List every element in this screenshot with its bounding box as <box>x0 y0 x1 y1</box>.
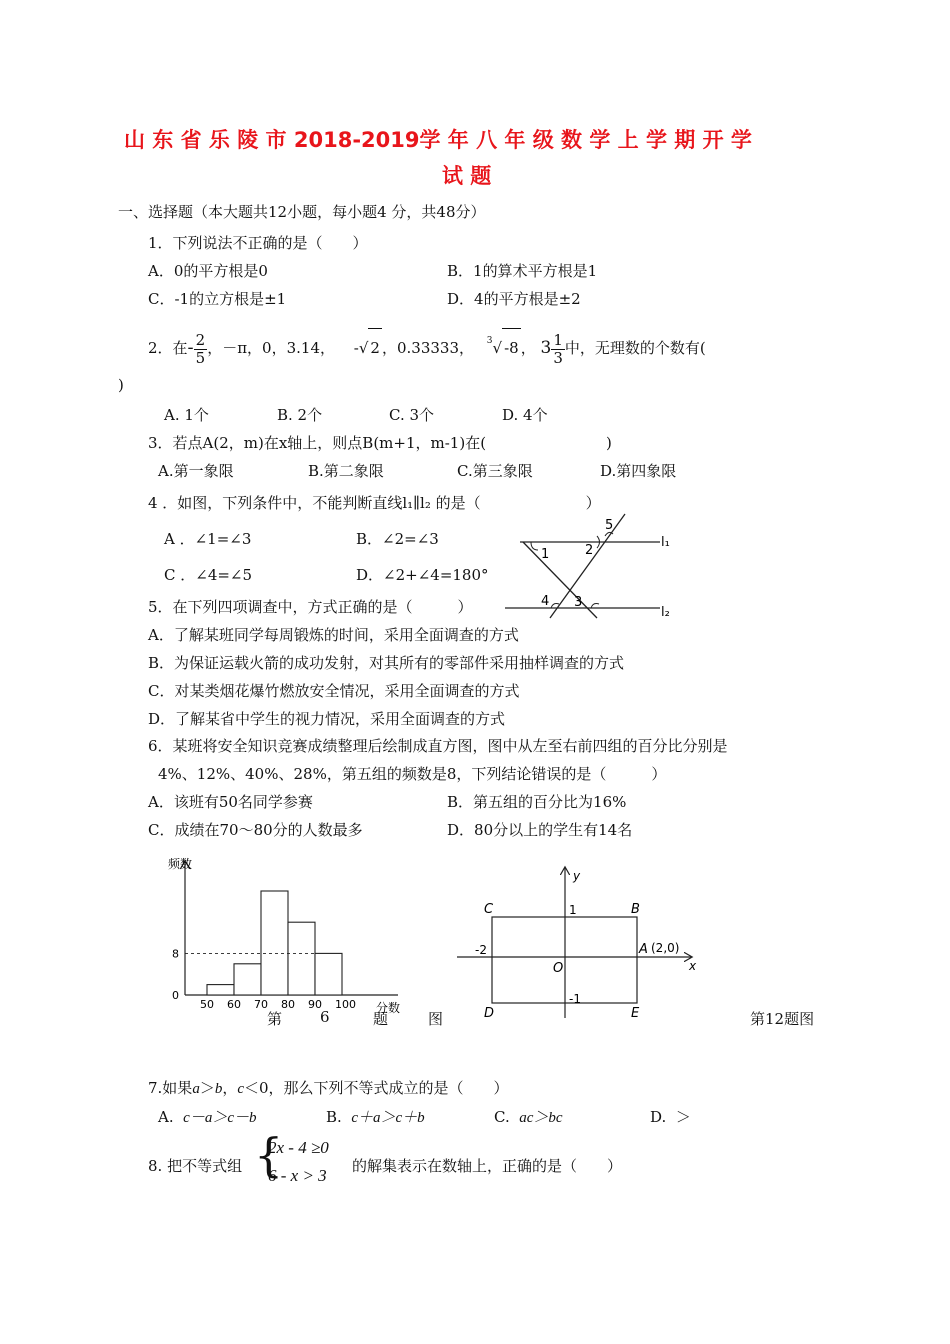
label-1: 1 <box>541 547 550 562</box>
q7-c-expr: ac＞bc <box>519 1110 563 1126</box>
q4-option-b: B．∠2=∠3 <box>356 530 439 548</box>
tick-1: 1 <box>569 903 577 917</box>
q7-a-expr: c－a＞c－b <box>183 1110 257 1126</box>
q12-figure <box>455 862 705 1022</box>
x-tick-label: 70 <box>254 998 268 1011</box>
q5-option-c: C．对某类烟花爆竹燃放安全情况，采用全面调查的方式 <box>148 682 520 700</box>
fig6-caption-2: 6 <box>320 1008 330 1026</box>
point-C-label: C <box>484 902 494 917</box>
q6-stem-line2: 4%、12%、40%、28%，第五组的频数是8，下列结论错误的是（ ） <box>158 765 667 783</box>
q2-mixed-den: 3 <box>553 348 563 367</box>
q1-option-c: C．-1的立方根是±1 <box>148 290 287 308</box>
q7-var-b: b <box>214 1081 223 1097</box>
label-l2: l₂ <box>661 605 670 620</box>
q2-frac-num: 2 <box>195 330 206 349</box>
q2-neg-sqrt: - <box>353 339 359 357</box>
q5-option-a: A．了解某班同学每周锻炼的时间，采用全面调查的方式 <box>148 626 519 644</box>
q3-option-a: A.第一象限 <box>158 462 234 480</box>
q7-a-label: A. <box>158 1108 174 1126</box>
q6-histogram <box>160 852 410 1014</box>
q7-b-label: B. <box>326 1108 342 1126</box>
point-A-coord: (2,0) <box>651 941 680 955</box>
q3-option-d: D.第四象限 <box>600 462 677 480</box>
q5-stem: 5．在下列四项调查中，方式正确的是（ ） <box>148 598 473 616</box>
q7-option-a <box>158 1106 256 1127</box>
origin-label: O <box>553 961 564 976</box>
q2-option-b: B. 2个 <box>277 406 323 424</box>
point-A-label: A <box>639 942 648 957</box>
q3-option-c: C.第三象限 <box>457 462 533 480</box>
page-title-line1: 山 东 省 乐 陵 市 2018-2019学 年 八 年 级 数 学 上 学 期 开 学 <box>124 128 752 152</box>
q7-option-d <box>650 1106 691 1127</box>
fig6-caption-4: 图 <box>428 1010 444 1028</box>
q7-d-expr: ＞ <box>675 1108 691 1126</box>
q1-option-a: A．0的平方根是0 <box>148 262 268 280</box>
point-D-label: D <box>484 1006 495 1021</box>
q1-stem: 1．下列说法不正确的是（ ） <box>148 234 368 252</box>
q7-b-expr: c＋a＞c＋b <box>351 1110 425 1126</box>
q4-figure-bg <box>505 512 673 620</box>
fig12-caption: 第12题图 <box>750 1010 815 1028</box>
q8-inequality-2: 6 - x > 3 <box>268 1166 327 1185</box>
q6-option-c: C．成绩在70～80分的人数最多 <box>148 821 363 839</box>
histogram-bar <box>234 964 261 995</box>
q2-option-a: A. 1个 <box>164 406 209 424</box>
label-4: 4 <box>541 594 550 609</box>
q5-option-d: D．了解某省中学生的视力情况，采用全面调查的方式 <box>148 710 506 728</box>
q2-option-c: C. 3个 <box>389 406 435 424</box>
q7-var-c: c <box>237 1081 245 1097</box>
point-B-label: B <box>631 902 640 917</box>
y-axis-label: 频数 <box>168 857 193 871</box>
q5-option-b: B．为保证运载火箭的成功发射，对其所有的零部件采用抽样调查的方式 <box>148 654 625 672</box>
q2-cbrt-value: -8 <box>502 328 521 367</box>
q2-sep1: ，0.33333， <box>381 339 474 357</box>
q2-close-paren: ) <box>118 376 124 394</box>
q6-option-d: D．80分以上的学生有14名 <box>447 821 633 839</box>
x-tick-label: 60 <box>227 998 241 1011</box>
q2-frac-den: 5 <box>195 348 206 367</box>
cbrt-symbol: √ <box>492 339 503 357</box>
q7-var-a: a <box>192 1081 200 1097</box>
fig6-caption-1: 第 <box>267 1010 283 1028</box>
y-label: y <box>573 869 581 883</box>
q8-prefix: 8. 把不等式组 <box>148 1157 243 1175</box>
q2-sep2: ， <box>520 339 536 357</box>
label-l1: l₁ <box>661 535 670 550</box>
q4-option-c: C ．∠4=∠5 <box>164 566 253 584</box>
q7-option-b <box>326 1106 425 1127</box>
q2-option-d: D. 4个 <box>502 406 548 424</box>
q2-mid: ，－π，0，3.14， <box>207 339 335 357</box>
point-E-label: E <box>631 1006 640 1021</box>
q3-stem: 3．若点A(2，m)在x轴上，则点B(m+1，m-1)在( ) <box>148 434 612 452</box>
q2-stem <box>148 322 706 367</box>
q2-fraction <box>194 332 208 367</box>
label-3: 3 <box>574 595 583 610</box>
q7-gt: ＞ <box>199 1079 215 1097</box>
tick-neg1: -1 <box>569 992 581 1006</box>
q2-prefix: 2．在 <box>148 339 188 357</box>
histogram-bar <box>261 891 288 995</box>
q8-brace: { <box>254 1128 284 1182</box>
q7-stem <box>148 1077 509 1098</box>
label-5: 5 <box>605 518 614 533</box>
y-tick-label: 8 <box>172 947 179 961</box>
q3-option-b: B.第二象限 <box>308 462 384 480</box>
section-heading: 一、选择题（本大题共12小题，每小题4 分，共48分） <box>118 203 486 221</box>
q4-figure <box>505 512 675 622</box>
q7-c-label: C. <box>494 1108 510 1126</box>
q7-option-c <box>494 1106 563 1127</box>
histogram-bar <box>288 922 315 995</box>
q2-sqrt-value: 2 <box>368 328 382 367</box>
histogram-bar <box>315 953 342 995</box>
q4-option-d: D．∠2+∠4=180° <box>356 566 489 584</box>
y-tick-label: 0 <box>172 989 179 1002</box>
q2-mixed-num: 1 <box>553 330 563 349</box>
q8-suffix: 的解集表示在数轴上，正确的是（ ） <box>352 1157 623 1175</box>
tick-neg2: -2 <box>475 943 487 957</box>
q6-stem-line1: 6．某班将安全知识竞赛成绩整理后绘制成直方图，图中从左至右前四组的百分比分别是 <box>148 737 728 755</box>
q7-comma: ， <box>222 1079 238 1097</box>
fig6-caption-3: 题 <box>373 1010 389 1028</box>
q4-option-a: A ．∠1=∠3 <box>164 530 252 548</box>
q8-inequality-1: 2x - 4 ≥0 <box>268 1138 329 1157</box>
page-title-line2: 试 题 <box>442 164 492 188</box>
label-2: 2 <box>585 543 594 558</box>
histogram-bar <box>207 985 234 995</box>
q2-suffix: 中，无理数的个数有( <box>564 339 706 357</box>
x-tick-label: 50 <box>200 998 214 1011</box>
x-tick-label: 90 <box>308 998 322 1011</box>
q2-mixed-fraction <box>551 332 565 367</box>
q7-prefix: 7.如果 <box>148 1079 193 1097</box>
q2-neg: - <box>187 337 194 358</box>
q2-cbrt-index: 3 <box>486 336 493 346</box>
q6-option-a: A．该班有50名同学参赛 <box>148 793 313 811</box>
x-label: x <box>689 959 697 973</box>
q7-rest: ＜0，那么下列不等式成立的是（ ） <box>244 1079 509 1097</box>
x-tick-label: 80 <box>281 998 295 1011</box>
q2-mixed-whole: 3 <box>540 338 552 358</box>
x-tick-label: 100 <box>335 998 356 1011</box>
q1-option-b: B．1的算术平方根是1 <box>447 262 598 280</box>
q1-option-d: D．4的平方根是±2 <box>447 290 581 308</box>
q6-option-b: B．第五组的百分比为16% <box>447 793 627 811</box>
q4-stem: 4 ．如图，下列条件中，不能判断直线l₁∥l₂ 的是（ ） <box>148 494 601 512</box>
x-axis-label: 分数 <box>376 1001 401 1014</box>
q7-d-label: D. <box>650 1108 667 1126</box>
sqrt-symbol: √ <box>358 339 369 357</box>
